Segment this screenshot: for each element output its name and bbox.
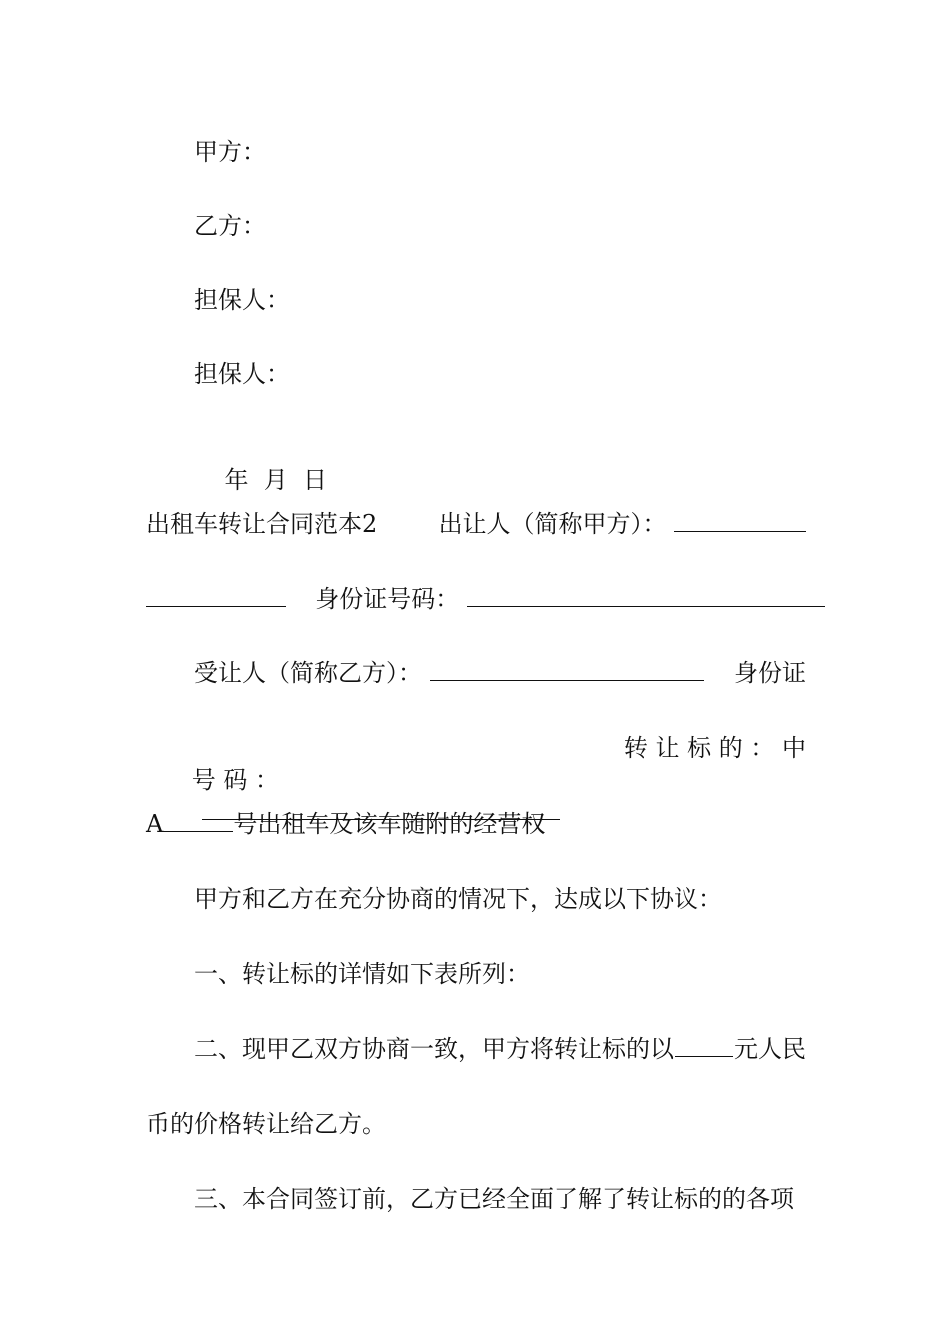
party-b-line: [146, 210, 806, 242]
clause-1-line: [146, 958, 806, 990]
transferor-id-blank: [467, 584, 825, 607]
clause-1-text: 一、转让标的详情如下表所列：: [194, 960, 530, 988]
transferee-line: [146, 657, 806, 689]
plate-line: [146, 808, 806, 840]
subject-label: 转 让 标 的 ： 中: [623, 734, 806, 762]
transferee-label: 受让人（简称乙方）：: [194, 659, 422, 687]
clause-3-line: [146, 1183, 806, 1215]
party-b-label: 乙方：: [194, 212, 266, 240]
intro-text: 甲方和乙方在充分协商的情况下，达成以下协议：: [194, 885, 722, 913]
clause-2-continuation: [146, 1108, 806, 1140]
transferor-blank: [674, 509, 806, 532]
title-transferor-line: [146, 508, 806, 540]
guarantor-line-2: [146, 358, 806, 390]
clause-2-text-b: 元人民: [734, 1035, 806, 1063]
transferor-label: 出让人（简称甲方）：: [438, 510, 667, 538]
transferor-name-blank: [146, 584, 286, 607]
id-number-line-1: [146, 583, 806, 615]
clause-2-text-c: 币的价格转让给乙方。: [146, 1110, 386, 1138]
plate-prefix: A: [146, 810, 164, 838]
id-subject-line: [146, 732, 806, 860]
party-a-line: [146, 136, 806, 168]
plate-suffix: 号出租车及该车随附的经营权: [233, 810, 546, 838]
plate-number-blank: [163, 809, 233, 832]
guarantor-label-2: 担保人：: [194, 360, 290, 388]
contract-title: 出租车转让合同范本2: [146, 510, 378, 538]
price-blank: [675, 1034, 733, 1057]
id-card-label-b: 号 码 ：: [191, 766, 280, 794]
clause-3-text: 三、本合同签订前，乙方已经全面了解了转让标的的各项: [194, 1185, 794, 1213]
date-label: 年 月 日: [224, 466, 328, 494]
guarantor-label-1: 担保人：: [194, 286, 290, 314]
id-number-label-1: 身份证号码：: [315, 585, 460, 613]
clause-2-text-a: 二、现甲乙双方协商一致，甲方将转让标的以: [194, 1035, 674, 1063]
intro-line: [146, 883, 806, 915]
clause-2-line: [146, 1033, 806, 1065]
transferee-blank: [430, 658, 704, 681]
party-a-label: 甲方：: [194, 138, 266, 166]
guarantor-line-1: [146, 284, 806, 316]
id-card-label-a: 身份证: [734, 659, 806, 687]
